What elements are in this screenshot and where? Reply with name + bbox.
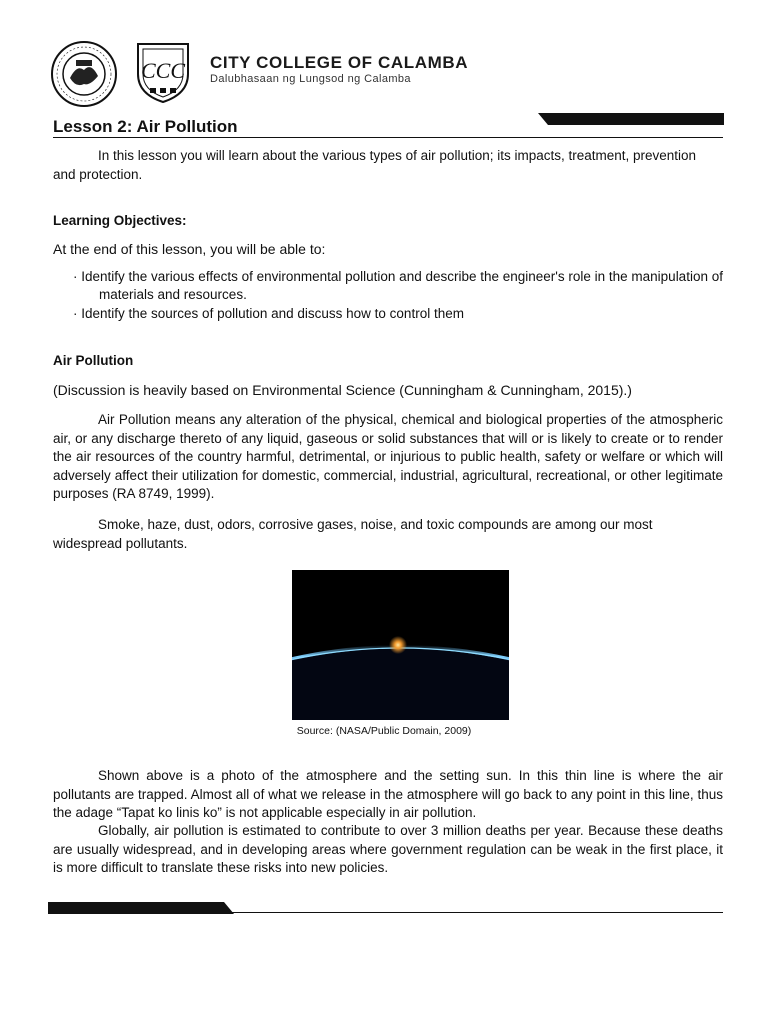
city-seal-logo — [50, 40, 118, 108]
footer-rule — [48, 912, 723, 913]
air-pollution-definition: Air Pollution means any alteration of the physical, chemical and biological properties of the atmospheric air, or any discharge thereto of any liquid, gaseous or solid substances that will or is likely to create or to render the air resources of the country harmful, detrimental, or injurious to public health, safety or welfare or which will adversely affect their utilization for domestic, commercial, industrial, agricultural, recreational, or other legitimate purposes (RA 8749, 1999). — [53, 412, 723, 501]
photo-caption-text: Source: (NASA/Public Domain, 2009) — [296, 725, 472, 737]
global-impact-paragraph: Globally, air pollution is estimated to contribute to over 3 million deaths per year. Because these deaths are usually widespread, and in developing areas where government regulation can be weak in the first place, it is more difficult to translate these risks into new policies. — [53, 823, 723, 875]
pollutants-paragraph: Smoke, haze, dust, odors, corrosive gases, noise, and toxic compounds are among our most widespread pollutants. — [53, 517, 653, 551]
discussion-note: (Discussion is heavily based on Environmental Science (Cunningham & Cunningham, 2015).) — [53, 382, 632, 398]
atmosphere-photo — [292, 570, 509, 720]
photo-caption — [0, 725, 768, 737]
objectives-heading: Learning Objectives: — [53, 213, 187, 228]
title-rule-bar — [538, 113, 724, 125]
atmosphere-explanation: Shown above is a photo of the atmosphere and the setting sun. In this thin line is where the air pollutants are trapped. Almost all of what we release in the atmosphere will go back to any point in this line, thus the adage “Tapat ko linis ko” is not applicable especially in air pollution. — [53, 768, 723, 820]
lesson-intro: In this lesson you will learn about the various types of air pollution; its impacts, treatment, prevention and protection. — [53, 148, 697, 182]
earth-horizon-image — [292, 570, 509, 720]
college-subtitle: Dalubhasaan ng Lungsod ng Calamba — [210, 73, 411, 85]
objectives-lead: At the end of this lesson, you will be able to: — [53, 241, 326, 257]
svg-text:CCC: CCC — [140, 58, 186, 83]
college-crest-logo — [130, 38, 196, 104]
lesson-title: Lesson 2: Air Pollution — [53, 117, 238, 136]
objective-item: · Identify the various effects of environmental pollution and describe the engineer's role in the manipulation of materials and resources. — [73, 269, 723, 302]
title-rule — [53, 137, 723, 138]
college-name: CITY COLLEGE OF CALAMBA — [210, 53, 469, 72]
air-pollution-heading: Air Pollution — [53, 353, 134, 368]
objective-item: · Identify the sources of pollution and discuss how to control them — [73, 306, 464, 321]
